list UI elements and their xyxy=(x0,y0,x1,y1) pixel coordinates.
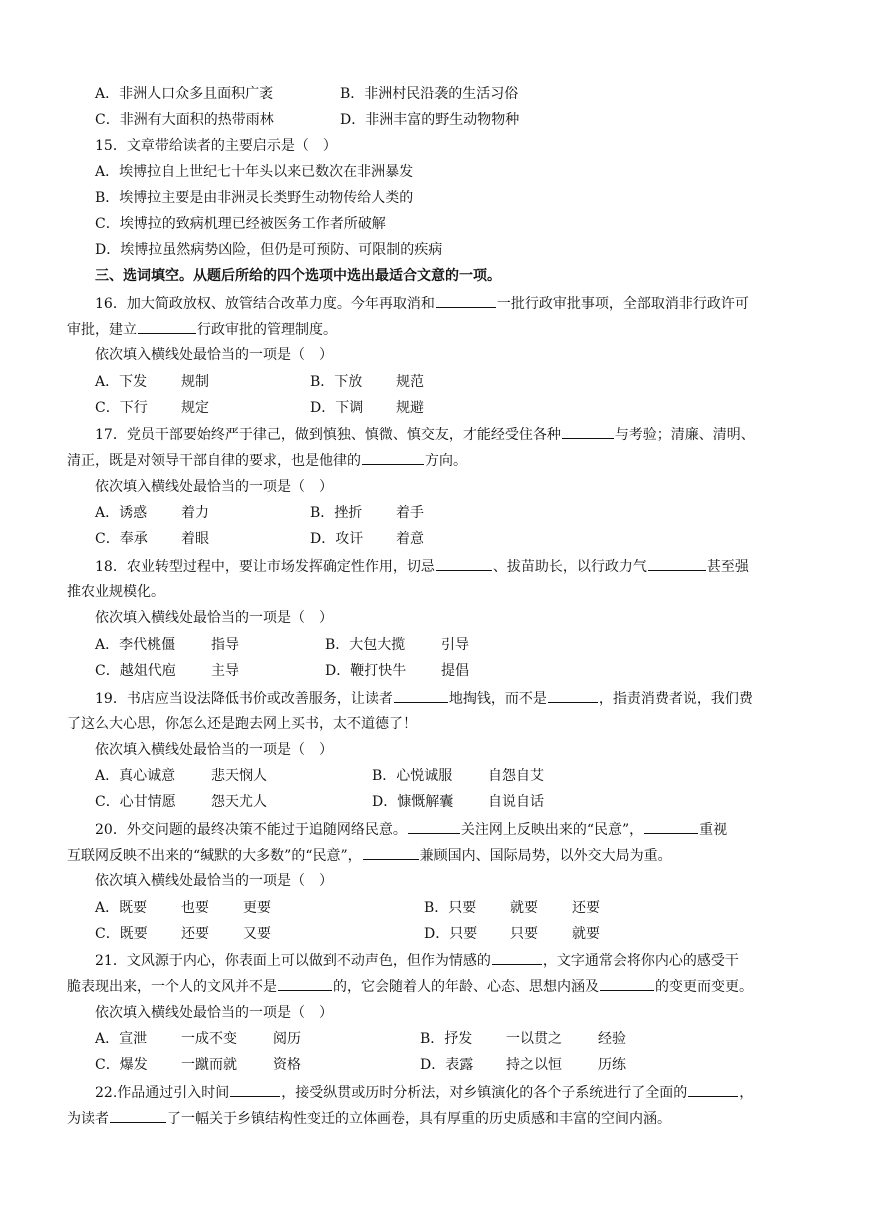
q21-text: 的，它会随着人的年龄、心态、思想内涵及 xyxy=(333,979,599,995)
option-word: 一以贯之 xyxy=(506,1031,562,1047)
answer-blank xyxy=(644,819,698,834)
answer-blank xyxy=(138,319,196,334)
option-label: C．既要 xyxy=(95,926,148,942)
q16-text: 一批行政审批事项，全部取消非行政许可 xyxy=(496,296,749,312)
answer-blank xyxy=(492,950,542,965)
q21-text: 脆表现出来，一个人的文风并不是 xyxy=(67,979,277,995)
option-label: A．宣泄 xyxy=(95,1031,148,1047)
q20-text: 互联网反映不出来的“缄默的大多数”的“民意”， xyxy=(67,848,362,864)
answer-blank xyxy=(408,819,460,834)
option-label: D．下调 xyxy=(310,400,364,416)
q18-text: 18．农业转型过程中，要让市场发挥确定性作用，切忌 xyxy=(95,559,435,575)
q16-prompt: 依次填入横线处最恰当的一项是（ ） xyxy=(95,347,333,363)
option-word: 引导 xyxy=(441,637,469,653)
q17-option-b xyxy=(310,503,424,523)
answer-blank xyxy=(110,1108,166,1123)
q20-prompt: 依次填入横线处最恰当的一项是（ ） xyxy=(95,873,333,889)
q21-option-c xyxy=(95,1055,301,1075)
q20-option-c xyxy=(95,924,271,944)
option-word: 经验 xyxy=(598,1031,626,1047)
option-word: 又要 xyxy=(243,926,271,942)
q17-option-c xyxy=(95,529,209,549)
q15-option-d: D．埃博拉虽然病势凶险，但仍是可预防、可限制的疾病 xyxy=(95,242,443,258)
answer-blank xyxy=(688,1082,738,1097)
q21-text: 的变更而变更。 xyxy=(655,979,753,995)
q18-text: 、拔苗助长，以行政力气 xyxy=(492,559,647,575)
option-label: B．心悦诚服 xyxy=(372,768,453,784)
option-word: 更要 xyxy=(243,900,271,916)
answer-blank xyxy=(230,1082,280,1097)
q17-prompt: 依次填入横线处最恰当的一项是（ ） xyxy=(95,479,333,495)
q21-option-a xyxy=(95,1029,301,1049)
q17-text: 方向。 xyxy=(425,453,467,469)
answer-blank xyxy=(436,293,496,308)
option-word: 规制 xyxy=(181,374,209,390)
q20-text: 20．外交问题的最终决策不能过于追随网络民意。 xyxy=(95,822,407,838)
q20-text: 重视 xyxy=(699,822,728,838)
option-word: 持之以恒 xyxy=(506,1057,562,1073)
option-label: B．大包大揽 xyxy=(325,637,406,653)
q19-option-c xyxy=(95,792,267,812)
q16-option-b xyxy=(310,372,424,392)
option-label: B．下放 xyxy=(310,374,363,390)
q14-option-d: D．非洲丰富的野生动物物种 xyxy=(340,112,520,128)
option-word: 就要 xyxy=(572,926,600,942)
q17-option-d xyxy=(310,529,424,549)
q20-option-d xyxy=(424,924,600,944)
q22-line-1 xyxy=(95,1082,753,1102)
answer-blank xyxy=(278,976,332,991)
q22-text: ，接受纵贯或历时分析法，对乡镇演化的各个子系统进行了全面的 xyxy=(281,1085,688,1101)
option-label: A．下发 xyxy=(95,374,148,390)
q16-text: 16．加大简政放权、放管结合改革力度。今年再取消和 xyxy=(95,296,435,312)
q21-text: 21．文风源于内心，你表面上可以做到不动声色，但作为情感的 xyxy=(95,953,491,969)
option-label: D．表露 xyxy=(420,1057,474,1073)
q14-option-b: B．非洲村民沿袭的生活习俗 xyxy=(340,86,519,102)
option-label: D．只要 xyxy=(424,926,478,942)
q19-option-d xyxy=(372,792,544,812)
q15-option-b: B．埃博拉主要是由非洲灵长类野生动物传给人类的 xyxy=(95,190,414,206)
answer-blank xyxy=(648,556,706,571)
q18-prompt: 依次填入横线处最恰当的一项是（ ） xyxy=(95,610,333,626)
q16-option-d xyxy=(310,398,424,418)
q16-line-1 xyxy=(95,293,749,313)
option-label: D．慷慨解囊 xyxy=(372,794,454,810)
option-word: 就要 xyxy=(510,900,538,916)
answer-blank xyxy=(362,450,424,465)
option-word: 还要 xyxy=(181,926,209,942)
option-word: 一成不变 xyxy=(181,1031,237,1047)
option-label: A．诱惑 xyxy=(95,505,148,521)
q21-text: ，文字通常会将你内心的感受干 xyxy=(542,953,739,969)
q16-text: 行政审批的管理制度。 xyxy=(197,322,337,338)
q18-option-b xyxy=(325,635,469,655)
q18-line-1 xyxy=(95,556,749,576)
q15-stem: 15．文章带给读者的主要启示是（ ） xyxy=(95,138,337,154)
q19-option-b xyxy=(372,766,544,786)
q21-option-b xyxy=(420,1029,626,1049)
section-heading: 三、选词填空。从题后所给的四个选项中选出最适合文意的一项。 xyxy=(95,268,501,284)
option-word: 主导 xyxy=(211,663,239,679)
option-label: C．心甘情愿 xyxy=(95,794,176,810)
q17-line-2 xyxy=(67,450,467,470)
option-word: 着眼 xyxy=(181,531,209,547)
q21-line-2 xyxy=(67,976,753,996)
q20-text: 关注网上反映出来的“民意”， xyxy=(460,822,644,838)
answer-blank xyxy=(394,688,448,703)
q20-line-2 xyxy=(67,845,672,865)
q16-text: 审批，建立 xyxy=(67,322,137,338)
answer-blank xyxy=(600,976,654,991)
q19-option-a xyxy=(95,766,267,786)
q22-text: 了一幅关于乡镇结构性变迁的立体画卷，具有厚重的历史质感和丰富的空间内涵。 xyxy=(167,1111,671,1127)
q15-option-a: A．埃博拉自上世纪七十年头以来已数次在非洲暴发 xyxy=(95,164,414,180)
option-word: 只要 xyxy=(510,926,538,942)
option-word: 着手 xyxy=(396,505,424,521)
q17-option-a xyxy=(95,503,209,523)
q17-text: 清正，既是对领导干部自律的要求，也是他律的 xyxy=(67,453,361,469)
option-word: 规避 xyxy=(396,400,424,416)
q19-line-2: 了这么大心思，你怎么还是跑去网上买书，太不道德了！ xyxy=(67,716,417,732)
option-word: 怨天尤人 xyxy=(211,794,267,810)
q20-line-1 xyxy=(95,819,727,839)
q20-option-b xyxy=(424,898,600,918)
option-label: C．奉承 xyxy=(95,531,148,547)
option-word: 规定 xyxy=(181,400,209,416)
option-word: 提倡 xyxy=(441,663,469,679)
option-label: A．真心诚意 xyxy=(95,768,176,784)
option-word: 阅历 xyxy=(273,1031,301,1047)
q19-text: 19．书店应当设法降低书价或改善服务，让读者 xyxy=(95,691,393,707)
option-word: 自怨自艾 xyxy=(488,768,544,784)
option-word: 一蹴而就 xyxy=(181,1057,237,1073)
q18-option-c xyxy=(95,661,239,681)
q17-line-1 xyxy=(95,424,755,444)
option-word: 着意 xyxy=(396,531,424,547)
option-label: B．抒发 xyxy=(420,1031,473,1047)
option-label: B．挫折 xyxy=(310,505,363,521)
q19-text: 地掏钱，而不是 xyxy=(448,691,547,707)
q20-option-a xyxy=(95,898,271,918)
q19-prompt: 依次填入横线处最恰当的一项是（ ） xyxy=(95,742,333,758)
q16-option-c xyxy=(95,398,209,418)
option-word: 历练 xyxy=(598,1057,626,1073)
option-word: 着力 xyxy=(181,505,209,521)
answer-blank xyxy=(562,424,614,439)
q18-option-d xyxy=(325,661,469,681)
q21-option-d xyxy=(420,1055,626,1075)
option-word: 还要 xyxy=(572,900,600,916)
q17-text: 与考验；清廉、清明、 xyxy=(614,427,755,443)
q16-line-2 xyxy=(67,319,337,339)
option-label: A．李代桃僵 xyxy=(95,637,176,653)
option-word: 指导 xyxy=(211,637,239,653)
answer-blank xyxy=(548,688,598,703)
option-label: D．鞭打快牛 xyxy=(325,663,407,679)
q19-line-1 xyxy=(95,688,753,708)
option-word: 资格 xyxy=(273,1057,301,1073)
option-label: B．只要 xyxy=(424,900,477,916)
q20-text: 兼顾国内、国际局势，以外交大局为重。 xyxy=(419,848,672,864)
q18-text: 甚至强 xyxy=(706,559,749,575)
option-word: 自说自话 xyxy=(488,794,544,810)
q18-line-2: 推农业规模化。 xyxy=(67,584,165,600)
option-word: 规范 xyxy=(396,374,424,390)
q22-text: ， xyxy=(739,1085,754,1101)
q21-prompt: 依次填入横线处最恰当的一项是（ ） xyxy=(95,1005,333,1021)
q15-option-c: C．埃博拉的致病机理已经被医务工作者所破解 xyxy=(95,216,386,232)
option-label: A．既要 xyxy=(95,900,148,916)
q18-option-a xyxy=(95,635,239,655)
q17-text: 17．党员干部要始终严于律己，做到慎独、慎微、慎交友，才能经受住各种 xyxy=(95,427,561,443)
q19-text: ，指责消费者说，我们费 xyxy=(598,691,753,707)
q16-option-a xyxy=(95,372,209,392)
option-label: C．越俎代庖 xyxy=(95,663,176,679)
q22-text: 22.作品通过引入时间 xyxy=(95,1085,230,1101)
q14-option-c: C．非洲有大面积的热带雨林 xyxy=(95,112,274,128)
option-label: C．下行 xyxy=(95,400,148,416)
answer-blank xyxy=(436,556,492,571)
q21-line-1 xyxy=(95,950,739,970)
answer-blank xyxy=(363,845,419,860)
q14-option-a: A．非洲人口众多且面积广袤 xyxy=(95,86,274,102)
option-label: D．攻讦 xyxy=(310,531,364,547)
q22-line-2 xyxy=(67,1108,671,1128)
option-label: C．爆发 xyxy=(95,1057,148,1073)
q22-text: 为读者 xyxy=(67,1111,109,1127)
option-word: 也要 xyxy=(181,900,209,916)
option-word: 悲天悯人 xyxy=(211,768,267,784)
